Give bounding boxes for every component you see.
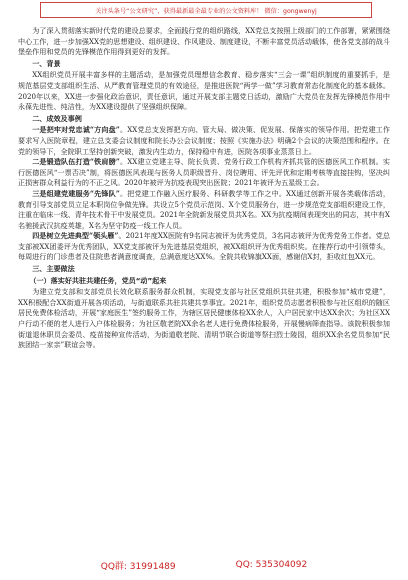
document-body <box>18 26 390 351</box>
footer-qq: QQ: 535304092 <box>235 560 308 570</box>
item-2-body: 。XX建立党建主导、院长负责、党务行政工作机构齐抓共管的医德医风工作机制。实行医德医风“一票否决”制，将医德医风表现与医务人员职级晋升、岗位聘用、评先评优和定期考核等直接挂钩，坚决纠正损害群众利益行为的不正之风。2020年被评为抗疫表现突出医院；2021年被评为五星级工会。 <box>18 157 390 188</box>
item-4-title: 四是树立先进典型“领头雁” <box>32 231 119 241</box>
item-3-paragraph <box>18 189 390 231</box>
banner-text: 关注头条号“公文研究”，获得最新最全最专业的公文资料库！ 微信：gongwenyj <box>95 7 317 15</box>
item-1-body: 。XX党总支发挥把方向、管大局、做决策、促发展、保落实的领导作用。把党建工作要求写入医院章程，建立总支委会议制度和院长办公会议制度；按照《实施办法》明确2个会议的决策范围和程序。在党的领导下，全院职工坚持创新突破，激发内生动力，保持稳中有进，医院各项事业蒸蒸日上。 <box>18 125 390 156</box>
item-1-title: 一是把牢对党忠诚“方向盘” <box>32 125 120 135</box>
section-3-heading: 三、主要做法 <box>32 264 75 274</box>
footer-qq-group: QQ群: 31991489 <box>100 561 176 572</box>
section-3-1-heading: （一）落实好共驻共建任务，党员“动”起来 <box>29 275 167 285</box>
item-3-body: 。把党建工作融入医疗服务、科研教学等工作之中。XX通过创新开展各类载体活动，教育引导支部党员立足本职岗位争做先锋。共设立5个党员示范岗、X个党员服务台，进一步规范党支部组织建设工作，注重在临床一线、青年技术骨干中发展党员。2021年全院新发展党员共X名。XX为抗疫期间表现突出的同志，其中有X名驰援武汉抗疫英雄，X名为坚守防疫一线工作人员。 <box>18 188 390 230</box>
item-4-body: 。2021年度XX医院有9名同志被评为优秀党员，3名同志被评为优秀党务工作者。党总支部被XX团委评为优秀团队，XX党支部被评为先进基层党组织，被XX组织评为优秀组织奖。在推荐行动中引领带头，每周进行的门诊患者及住院患者满意度调查，总满意度达XX%。全院共收锦旗XX面，感谢信X封，拒收红包XX元。 <box>18 231 390 262</box>
item-2-title: 二是锻造队伍打造“铁肩膀” <box>32 157 120 167</box>
item-3-title: 三是组建党建服务“先锋队” <box>32 188 120 198</box>
section-3-1-paragraph: 为建立党支部和支部党员长效化联系服务群众机制，实现党支部与社区党组织共驻共建，积极参加“城市党建”，XX积极配合XX街道开展各项活动，与街道联系共驻共建共享事宜。2021年，组织党员志愿者积极参与社区组织的随区居民免费体检活动，开展“家庭医生”签约服务工作，为辖区居民健康体检XX余人，入户居民家中达XX余次；为社区XX户行动不便的老人进行入户体检服务；为社区敬老院XX余名老人进行免费体检服务，开展慢病筛查指导。该院积极参加街道退休职员会委员、疫苗接种宣传活动，为街道敬老院、清明节联合街道等祭扫烈士陵园，组织XX余名党员参加“民族团结一家亲”联谊会等。 <box>18 287 390 350</box>
intro-paragraph: 为了深入贯彻落实新时代党的建设总要求，全面践行党的组织路线，XX党总支按照上级部门的工作部署，紧紧围绕中心工作，进一步加强XX党的思想建设、组织建设、作风建设、制度建设，不断丰富党员活动载体，使各党支部的战斗堡垒作用和党员的先锋模范作用得到更好的发挥。 <box>18 26 390 57</box>
top-banner <box>40 2 372 18</box>
section-2-heading: 二、成效及事例 <box>32 113 82 123</box>
item-4-paragraph <box>18 231 390 263</box>
item-2-paragraph <box>18 157 390 189</box>
section-1-heading: 一、背景 <box>32 58 61 68</box>
footer-contact <box>0 556 408 574</box>
item-1-paragraph <box>18 125 390 157</box>
section-1-paragraph: XX组织党员开展丰富多样的主题活动，是加强党员理想信念教育、稳步落实“三会一课”组织制度的重要抓手，是规范基层党支部组织生活、从严教育管理党员的有效途径，是推进医院“两学一做”学习教育常态化制度化的基本载体。2020年以来，XX进一步强化政治意识，责任意识，通过开展支部主题党日活动，激励广大党员在发挥先锋模范作用中永葆先进性、纯洁性，为XX建设提供了坚强组织保障。 <box>18 70 390 112</box>
